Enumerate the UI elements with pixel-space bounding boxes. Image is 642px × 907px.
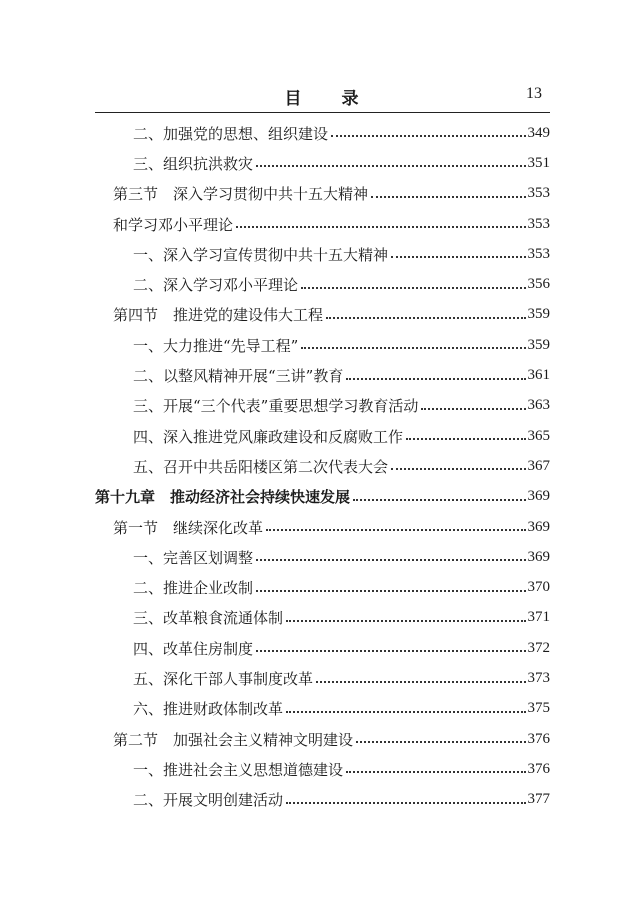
toc-leader-dots xyxy=(391,256,525,258)
toc-entry-page: 365 xyxy=(527,427,550,444)
toc-entry-label: 第三节 深入学习贯彻中共十五大精神 xyxy=(113,185,369,204)
toc-entry-label: 一、完善区划调整 xyxy=(133,548,254,567)
toc-entry xyxy=(133,694,550,724)
toc-entry xyxy=(133,421,550,451)
page-title: 目 录 xyxy=(284,89,361,109)
toc-entry-page: 369 xyxy=(527,548,550,565)
toc-entry-page: 373 xyxy=(527,670,550,687)
toc-entry xyxy=(113,179,550,209)
toc-entry xyxy=(113,209,550,239)
toc-leader-dots xyxy=(356,741,525,743)
toc-entry xyxy=(133,330,550,360)
toc-leader-dots xyxy=(326,317,525,319)
toc-entry xyxy=(133,633,550,663)
toc-leader-dots xyxy=(266,529,525,531)
toc-leader-dots xyxy=(256,590,525,592)
toc-entry-page: 370 xyxy=(527,579,550,596)
toc-entry-page: 359 xyxy=(527,306,550,323)
toc-leader-dots xyxy=(286,711,525,713)
toc-entry xyxy=(133,785,550,815)
toc-entry xyxy=(133,451,550,481)
toc-entry-page: 377 xyxy=(527,791,550,808)
toc-entry xyxy=(133,603,550,633)
toc-entry-label: 四、改革住房制度 xyxy=(133,639,254,658)
toc-entry-label: 二、以整风精神开展“三讲”教育 xyxy=(133,367,344,386)
toc-entry-page: 371 xyxy=(527,609,550,626)
toc-entry xyxy=(95,482,550,512)
toc-entry-page: 376 xyxy=(527,730,550,747)
toc-entry-page: 369 xyxy=(527,518,550,535)
toc-entry xyxy=(133,148,550,178)
toc-leader-dots xyxy=(391,468,525,470)
toc-leader-dots xyxy=(371,196,525,198)
toc-entry-label: 二、深入学习邓小平理论 xyxy=(133,276,299,295)
toc-entry-label: 和学习邓小平理论 xyxy=(113,215,234,234)
toc-entry-page: 351 xyxy=(527,154,550,171)
toc-entry-label: 六、推进财政体制改革 xyxy=(133,700,284,719)
toc-entry-label: 三、开展“三个代表”重要思想学习教育活动 xyxy=(133,397,419,416)
header-rule xyxy=(95,112,550,113)
toc-entry-label: 三、改革粮食流通体制 xyxy=(133,609,284,628)
toc-entry-page: 367 xyxy=(527,457,550,474)
toc-entry-label: 三、组织抗洪救灾 xyxy=(133,154,254,173)
toc-leader-dots xyxy=(286,620,525,622)
toc-entry-page: 369 xyxy=(527,488,550,505)
toc-entry-label: 一、推进社会主义思想道德建设 xyxy=(133,760,344,779)
toc-entry xyxy=(133,270,550,300)
page-number: 13 xyxy=(526,85,542,102)
toc-entry xyxy=(113,724,550,754)
toc-entry xyxy=(133,391,550,421)
toc-leader-dots xyxy=(406,438,525,440)
toc-entry xyxy=(133,754,550,784)
toc-entry-label: 五、深化干部人事制度改革 xyxy=(133,670,314,689)
toc-entry xyxy=(113,300,550,330)
toc-entry-label: 第一节 继续深化改革 xyxy=(113,518,264,537)
toc-entry-label: 第二节 加强社会主义精神文明建设 xyxy=(113,730,354,749)
toc-entry-label: 二、推进企业改制 xyxy=(133,579,254,598)
toc-entry xyxy=(133,118,550,148)
toc-leader-dots xyxy=(353,499,525,501)
toc-entry-page: 361 xyxy=(527,367,550,384)
toc-entry-label: 二、开展文明创建活动 xyxy=(133,791,284,810)
toc-leader-dots xyxy=(346,378,525,380)
toc-entry xyxy=(113,512,550,542)
toc-entry xyxy=(133,239,550,269)
toc-entry-page: 356 xyxy=(527,276,550,293)
toc-entry-page: 353 xyxy=(527,215,550,232)
toc-entry-page: 375 xyxy=(527,700,550,717)
toc-entry-label: 五、召开中共岳阳楼区第二次代表大会 xyxy=(133,457,389,476)
toc-entry-label: 第十九章 推动经济社会持续快速发展 xyxy=(95,488,351,507)
toc-entry-label: 第四节 推进党的建设伟大工程 xyxy=(113,306,324,325)
toc-leader-dots xyxy=(421,408,525,410)
toc-leader-dots xyxy=(331,135,525,137)
toc-entry xyxy=(133,542,550,572)
toc-leader-dots xyxy=(256,165,525,167)
toc-entry xyxy=(133,360,550,390)
toc-leader-dots xyxy=(236,226,525,228)
toc-entry-label: 一、深入学习宣传贯彻中共十五大精神 xyxy=(133,245,389,264)
toc-entry-page: 372 xyxy=(527,639,550,656)
toc-entry-page: 359 xyxy=(527,336,550,353)
toc-entry-page: 353 xyxy=(527,245,550,262)
toc-entry xyxy=(133,663,550,693)
toc-leader-dots xyxy=(256,650,525,652)
toc-leader-dots xyxy=(316,681,525,683)
toc-entry xyxy=(133,573,550,603)
toc-entry-page: 376 xyxy=(527,760,550,777)
toc-entry-label: 四、深入推进党风廉政建设和反腐败工作 xyxy=(133,427,404,446)
toc-entry-label: 二、加强党的思想、组织建设 xyxy=(133,124,329,143)
toc-entry-page: 349 xyxy=(527,124,550,141)
page-header xyxy=(95,82,550,112)
toc-leader-dots xyxy=(286,802,525,804)
toc-entry-page: 353 xyxy=(527,185,550,202)
toc-leader-dots xyxy=(346,771,525,773)
toc-leader-dots xyxy=(301,287,525,289)
toc-leader-dots xyxy=(256,559,525,561)
toc-entry-page: 363 xyxy=(527,397,550,414)
toc-entry-label: 一、大力推进“先导工程” xyxy=(133,336,299,355)
toc-leader-dots xyxy=(301,347,525,349)
